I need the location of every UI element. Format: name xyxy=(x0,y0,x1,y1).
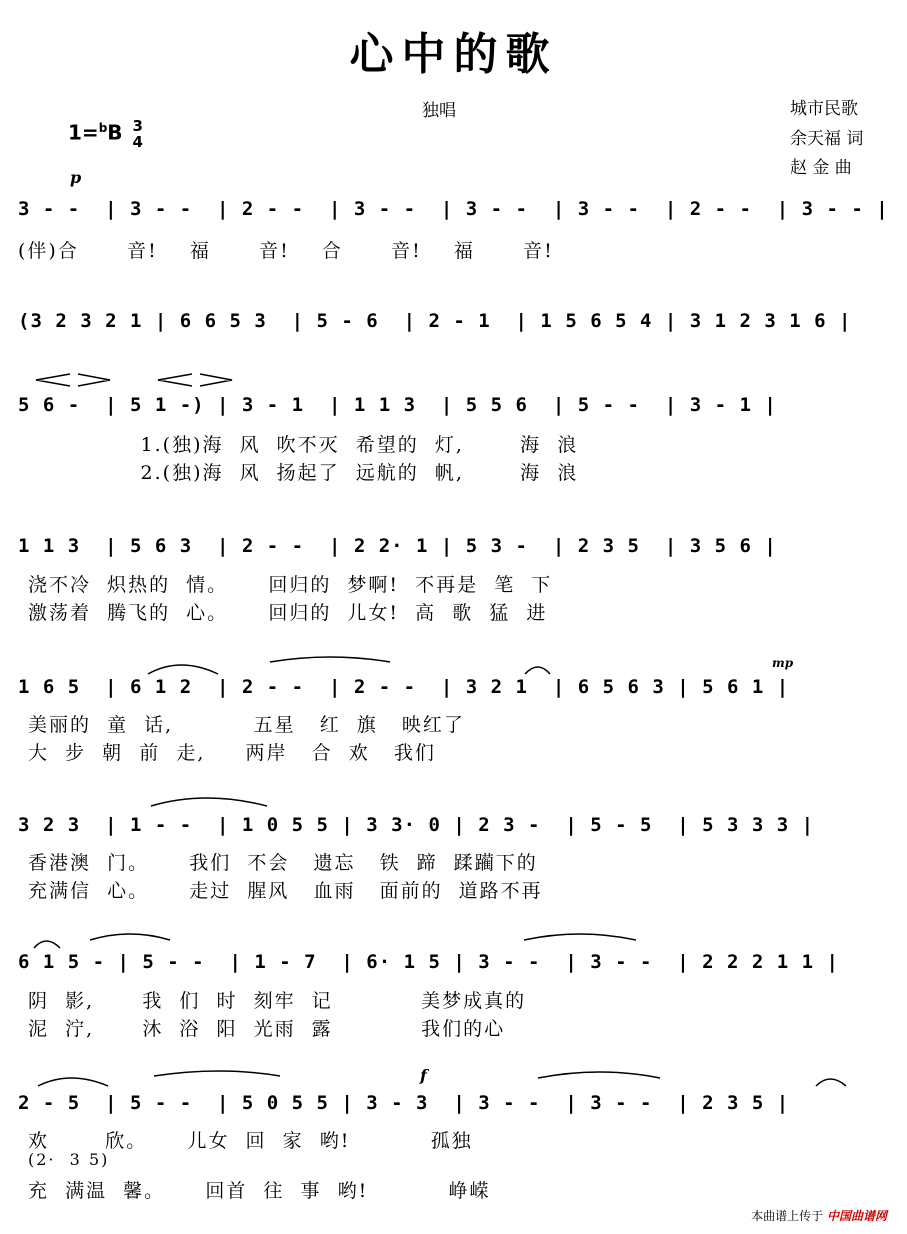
dynamic-mp: mp xyxy=(772,656,794,670)
notes-line: 6 1 5 - | 5 - - | 1 - 7 | 6· 1 5 | 3 - - | 3 - - | 2 2 2 1 1 | xyxy=(18,951,839,973)
notes-line: 1 6 5 | 6 1 2 | 2 - - | 2 - - | 3 2 1 | 6 5 6 3 | 5 6 1 | xyxy=(18,676,790,698)
dynamic-f: f xyxy=(420,1066,427,1085)
lyrics-verse-1: 浇不冷 炽热的 情。 回归的 梦啊! 不再是 笔 下 xyxy=(28,574,553,596)
site-logo[interactable]: 中国曲谱网 xyxy=(826,1209,887,1223)
lyrics-line: (伴)合 音! 福 音! 合 音! 福 音! xyxy=(18,240,554,262)
lyrics-verse-1: 香港澳 门。 我们 不会 遗忘 铁 蹄 蹂躏下的 xyxy=(28,852,538,874)
upload-footer: 本曲谱上传于 中国曲谱网 xyxy=(751,1209,887,1223)
lyrics-verse-2: 2.(独)海 风 扬起了 远航的 帆, 海 浪 xyxy=(28,462,579,484)
lyrics-verse-1: 1.(独)海 风 吹不灭 希望的 灯, 海 浪 xyxy=(28,434,579,456)
time-signature: 3 4 xyxy=(132,117,143,151)
lyrics-verse-2: 激荡着 腾飞的 心。 回归的 儿女! 高 歌 猛 进 xyxy=(28,602,548,624)
lyrics-verse-2: 大 步 朝 前 走, 两岸 合 欢 我们 xyxy=(28,742,436,764)
credit-style: 城市民歌 xyxy=(790,99,858,119)
dynamic-p: p xyxy=(70,168,82,187)
lyrics-verse-1: 美丽的 童 话, 五星 红 旗 映红了 xyxy=(28,714,465,736)
notes-line: 3 2 3 | 1 - - | 1 0 5 5 | 3 3· 0 | 2 3 - | 5 - 5 | 5 3 3 3 | xyxy=(18,814,815,836)
notes-line: 3 - - | 3 - - | 2 - - | 3 - - | 3 - - | 3 - - | 2 - - | 3 - - | xyxy=(18,198,889,220)
ties xyxy=(30,1068,860,1090)
notes-line: 5 6 - | 5 1 -) | 3 - 1 | 1 1 3 | 5 5 6 | 5 - - | 3 - 1 | xyxy=(18,394,777,416)
ties xyxy=(30,930,650,952)
lyrics-alt-notes: (2· 3 5) xyxy=(28,1150,110,1169)
credit-composer: 赵 金 曲 xyxy=(790,158,852,178)
page-title: 心中的歌 xyxy=(349,29,558,80)
dynamics-hairpins xyxy=(30,372,240,388)
credit-lyricist: 余天福 词 xyxy=(790,129,864,149)
lyrics-verse-1: 欢 欣。 儿女 回 家 哟! 孤独 xyxy=(28,1130,473,1152)
notes-line: 2 - 5 | 5 - - | 5 0 5 5 | 3 - 3 | 3 - - | 3 - - | 2 3 5 | xyxy=(18,1092,790,1114)
notes-line: 1 1 3 | 5 6 3 | 2 - - | 2 2· 1 | 5 3 - | 2 3 5 | 3 5 6 | xyxy=(18,535,777,557)
tie xyxy=(145,790,275,810)
key-signature: 1=$^b$B 3 4 xyxy=(68,117,143,151)
lyrics-verse-2: 充 满温 馨。 回首 往 事 哟! 峥嵘 xyxy=(28,1180,491,1202)
lyrics-verse-1: 阴 影, 我 们 时 刻牢 记 美梦成真的 xyxy=(28,990,527,1012)
notes-line: (3 2 3 2 1 | 6 6 5 3 | 5 - 6 | 2 - 1 | 1 5 6 5 4 | 3 1 2 3 1 6 | xyxy=(18,310,852,332)
lyrics-verse-2: 泥 泞, 沐 浴 阳 光雨 露 我们的心 xyxy=(28,1018,506,1040)
slurs xyxy=(140,656,560,678)
lyrics-verse-2: 充满信 心。 走过 腥风 血雨 面前的 道路不再 xyxy=(28,880,543,902)
performance-label: 独唱 xyxy=(422,101,456,121)
